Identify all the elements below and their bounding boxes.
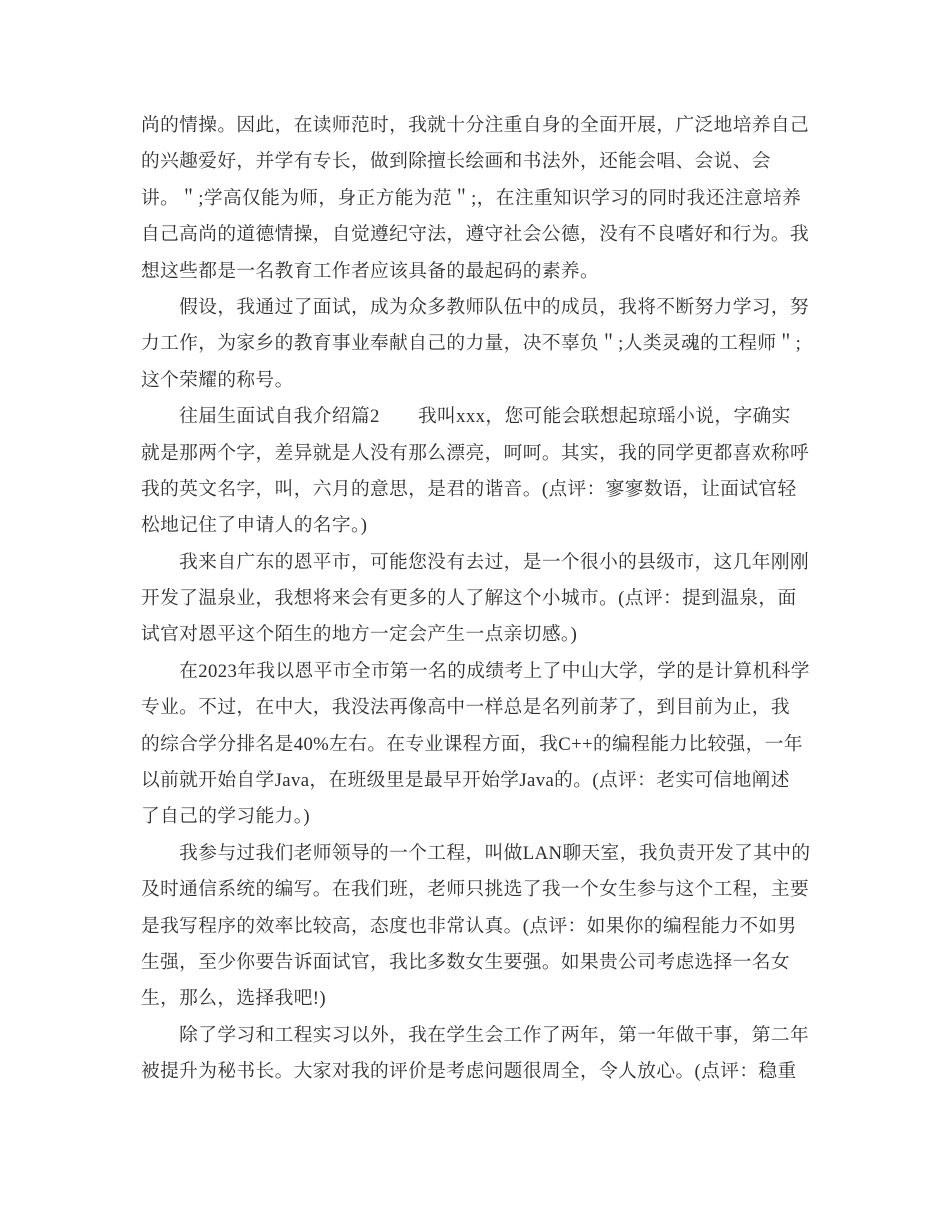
text-line: 试官对恩平这个陌生的地方一定会产生一点亲切感。)	[141, 624, 578, 646]
paragraph-7	[141, 1018, 841, 1091]
text-line: 了自己的学习能力。)	[141, 806, 311, 828]
text-line: 松地记住了申请人的名字。)	[141, 515, 368, 537]
text-line: 开发了温泉业，我想将来会有更多的人了解这个小城市。(点评：提到温泉，面	[141, 588, 797, 610]
text-line: 力工作，为家乡的教育事业奉献自己的力量，决不辜负＂;人类灵魂的工程师＂;	[141, 333, 802, 355]
text-line: 生，那么，选择我吧!)	[141, 988, 327, 1010]
text-line: 专业。不过，在中大，我没法再像高中一样总是名列前茅了，到目前为止，我	[141, 697, 790, 719]
text-line: 自己高尚的道德情操，自觉遵纪守法，遵守社会公德，没有不良嗜好和行为。我	[141, 224, 810, 246]
text-line: 的兴趣爱好，并学有专长，做到除擅长绘画和书法外，还能会唱、会说、会	[141, 151, 771, 173]
text-line: 的综合学分排名是40%左右。在专业课程方面，我C++的编程能力比较强，一年	[141, 733, 803, 755]
paragraph-1	[141, 108, 841, 290]
text-line: 往届生面试自我介绍篇2 我叫xxx，您可能会联想起琼瑶小说，字确实	[141, 406, 791, 428]
text-line: 以前就开始自学Java，在班级里是最早开始学Java的。(点评：老实可信地阐述	[141, 770, 790, 792]
text-line: 除了学习和工程实习以外，我在学生会工作了两年，第一年做干事，第二年	[141, 1024, 810, 1046]
text-line: 及时通信系统的编写。在我们班，老师只挑选了我一个女生参与这个工程，主要	[141, 879, 810, 901]
paragraph-5	[141, 654, 841, 836]
text-line: 我参与过我们老师领导的一个工程，叫做LAN聊天室，我负责开发了其中的	[141, 842, 811, 864]
paragraph-3	[141, 399, 841, 545]
text-line: 这个荣耀的称号。	[141, 369, 294, 391]
text-line: 就是那两个字，差异就是人没有那么漂亮，呵呵。其实，我的同学更都喜欢称呼	[141, 442, 810, 464]
paragraph-2	[141, 290, 841, 399]
text-line: 生强，至少你要告诉面试官，我比多数女生要强。如果贵公司考虑选择一名女	[141, 951, 790, 973]
text-line: 我来自广东的恩平市，可能您没有去过，是一个很小的县级市，这几年刚刚	[141, 551, 810, 573]
paragraph-6	[141, 836, 841, 1018]
text-line: 在2023年我以恩平市全市第一名的成绩考上了中山大学，学的是计算机科学	[141, 660, 810, 682]
text-line: 是我写程序的效率比较高，态度也非常认真。(点评：如果你的编程能力不如男	[141, 915, 797, 937]
text-line: 被提升为秘书长。大家对我的评价是考虑问题很周全，令人放心。(点评：稳重	[141, 1061, 797, 1083]
paragraph-4	[141, 545, 841, 654]
document-body	[141, 108, 841, 1091]
text-line: 想这些都是一名教育工作者应该具备的最起码的素养。	[141, 260, 600, 282]
text-line: 讲。＂;学高仅能为师，身正方能为范＂;，在注重知识学习的同时我还注意培养	[141, 187, 802, 209]
text-line: 我的英文名字，叫，六月的意思，是君的谐音。(点评：寥寥数语，让面试官轻	[141, 478, 797, 500]
text-line: 假设，我通过了面试，成为众多教师队伍中的成员，我将不断努力学习，努	[141, 296, 810, 318]
text-line: 尚的情操。因此，在读师范时，我就十分注重自身的全面开展，广泛地培养自己	[141, 115, 810, 136]
